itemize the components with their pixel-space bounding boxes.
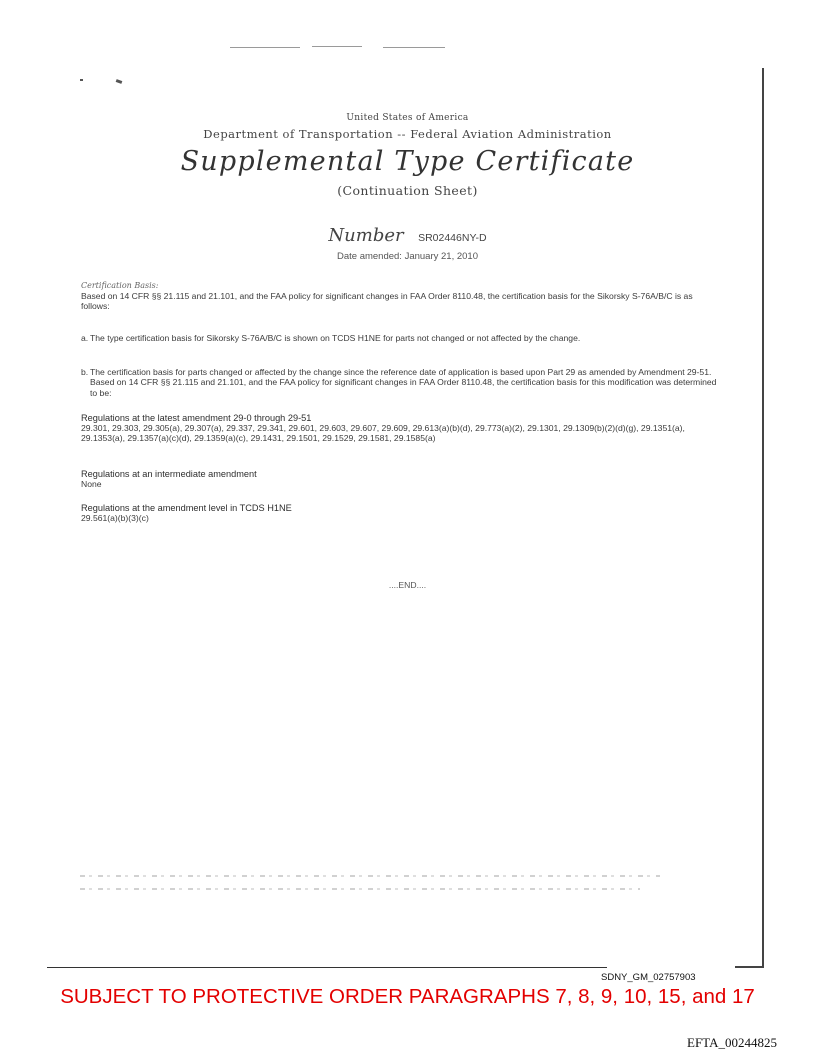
number-label: Number xyxy=(328,225,404,246)
footer-rule xyxy=(47,967,607,968)
scan-speck xyxy=(116,79,123,84)
regulations-list-tcds: 29.561(a)(b)(3)(c) xyxy=(81,513,149,523)
regulations-heading-latest: Regulations at the latest amendment 29-0 through 29-51 xyxy=(81,413,312,423)
certificate-subtitle: (Continuation Sheet) xyxy=(337,183,478,198)
end-marker: ....END.... xyxy=(388,580,427,590)
page-edge-right xyxy=(762,68,764,968)
bates-number: SDNY_GM_02757903 xyxy=(601,972,696,983)
regulations-list-intermediate: None xyxy=(81,479,102,489)
scan-line-top xyxy=(230,47,300,48)
protective-order-notice: SUBJECT TO PROTECTIVE ORDER PARAGRAPHS 7, 8, 9, 10, 15, and 17 xyxy=(60,985,755,1008)
list-item xyxy=(81,333,721,343)
certificate-number-line xyxy=(0,225,815,246)
certification-basis-label: Certification Basis: xyxy=(81,281,159,290)
efta-number: EFTA_00244825 xyxy=(687,1035,777,1050)
list-marker: b. xyxy=(81,367,89,377)
regulations-heading-intermediate: Regulations at an intermediate amendment xyxy=(81,469,257,479)
faded-text-artifact xyxy=(80,875,660,877)
country-line: United States of America xyxy=(346,113,469,123)
certificate-number: SR02446NY-D xyxy=(418,232,487,244)
date-amended: Date amended: January 21, 2010 xyxy=(336,251,478,262)
list-item-text: The certification basis for parts changed or affected by the change since the reference date of application is based upon Part 29 as amended by Amendment 29-51. Based on 14 CFR §§ 21.115 and 21.101, and the FAA policy for significant changes in FAA Order 8110.48, the certification basis for this modification was determined to be: xyxy=(90,367,717,398)
regulations-list-latest: 29.301, 29.303, 29.305(a), 29.307(a), 29.337, 29.341, 29.601, 29.603, 29.607, 29.609, 29.613(a)(b)(d), 29.773(a)(2), 29.1301, 29.1309(b)(2)(d)(g), 29.1351(a), 29.1353(a), 29.1357(a)(c)(d), 29.1359(a)(c), 29.1431, 29.1501, 29.1529, 29.1581, 29.1585(a) xyxy=(81,423,685,444)
scan-speck xyxy=(80,79,83,81)
certificate-title: Supplemental Type Certificate xyxy=(180,146,635,177)
regulations-heading-tcds: Regulations at the amendment level in TCDS H1NE xyxy=(81,503,292,513)
list-item-text: The type certification basis for Sikorsky S-76A/B/C is shown on TCDS H1NE for parts not changed or not affected by the change. xyxy=(90,333,581,343)
department-line: Department of Transportation -- Federal Aviation Administration xyxy=(203,127,612,141)
page-edge-foot xyxy=(735,966,764,968)
scan-line-top xyxy=(312,46,362,47)
faded-text-artifact xyxy=(80,888,640,890)
scan-line-top xyxy=(383,47,445,48)
list-item xyxy=(81,367,721,398)
intro-paragraph: Based on 14 CFR §§ 21.115 and 21.101, and the FAA policy for significant changes in FAA Order 8110.48, the certification basis for the Sikorsky S-76A/B/C is as follows: xyxy=(81,291,693,312)
list-marker: a. xyxy=(81,333,89,343)
